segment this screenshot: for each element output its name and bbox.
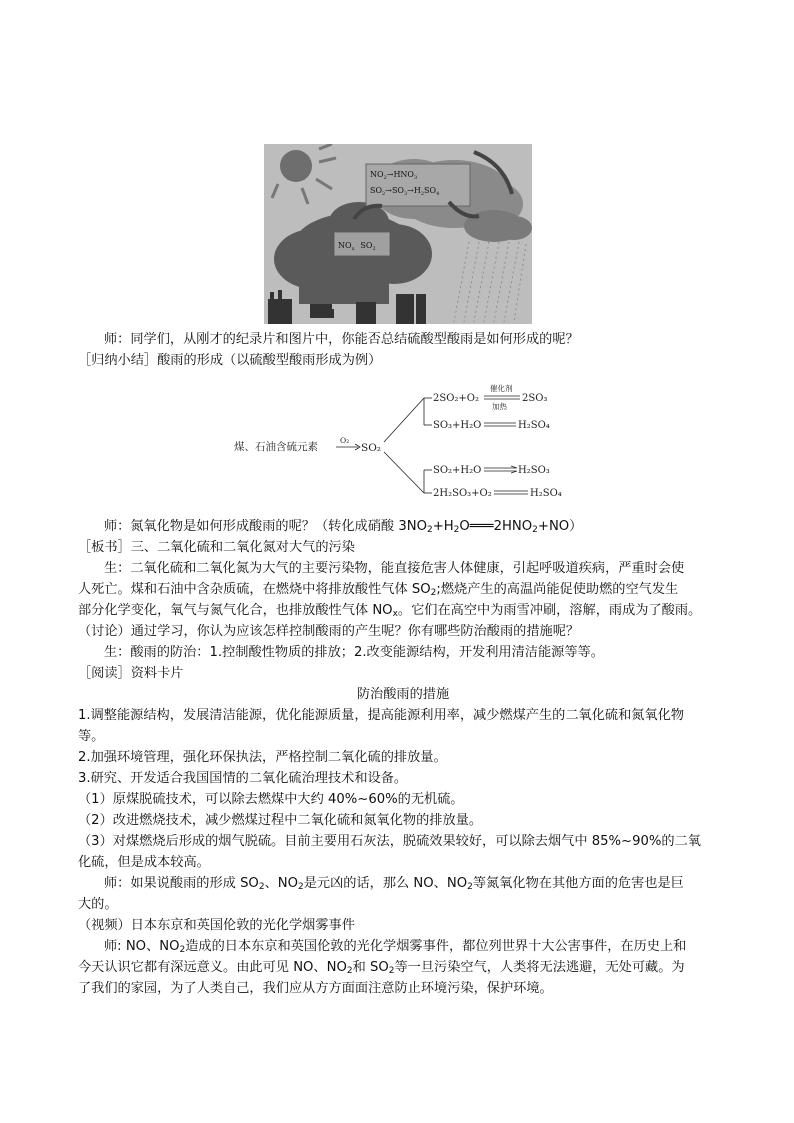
fig-no-label: NO xyxy=(370,170,384,179)
reaction-3-reactants: SO₂+H₂O xyxy=(433,465,482,476)
student-answer-2: 人死亡。煤和石油中含杂质硫，在燃烧中将排放酸性气体 $SO_2$;燃烧产生的高温尚能促使助燃的空气发生 xyxy=(78,582,679,598)
teacher-question-1: 师：同学们，从刚才的纪录片和图片中，你能否总结硫酸型酸雨是如何形成的呢？ xyxy=(104,332,579,347)
measure-3-1: （1）原煤脱硫技术，可以除去燃煤中大约 40%~60%的无机硫。 xyxy=(78,792,464,807)
reaction-1-reactants: 2SO₂+O₂ xyxy=(433,393,480,404)
measure-1-cont: 等。 xyxy=(78,729,105,744)
measure-3-3: （3）对煤燃烧后形成的烟气脱硫。目前主要用石灰法，脱硫效果较好，可以除去烟气中 85%~90%的二氧 xyxy=(78,834,701,849)
summary-heading: ［归纳小结］酸雨的形成（以硫酸型酸雨形成为例） xyxy=(78,353,382,368)
scheme-o2: O₂ xyxy=(340,436,350,445)
reaction-1-product: 2SO₃ xyxy=(522,393,548,404)
student-answer-1: 生：二氧化硫和二氧化氮为大气的主要污染物，能直接危害人体健康，引起呼吸道疾病，严重时会使 xyxy=(104,561,685,576)
reaction-2-reactants: SO₃+H₂O xyxy=(433,420,482,431)
acid-rain-figure xyxy=(264,144,532,324)
student-answer-3: 部分化学变化，氧气与氮气化合，也排放酸性气体 $NO_x$。它们在高空中为雨雪冲刷，溶解，雨成为了酸雨。 xyxy=(78,603,702,619)
reaction-1-catalyst: 催化剂 xyxy=(490,384,513,393)
scheme-source: 煤、石油含硫元素 xyxy=(234,441,318,453)
fig-so2-chain: SO xyxy=(370,186,383,195)
card-title: 防治酸雨的措施 xyxy=(356,687,450,702)
board-heading: ［板书］三、二氧化硫和二氧化氮对大气的污染 xyxy=(78,540,355,555)
measure-3-2: （2）改进燃烧技术，减少燃煤过程中二氧化硫和氮氧化物的排放量。 xyxy=(78,813,483,828)
svg-text:NOxSO2: $NO_x$ $SO_2$ xyxy=(338,241,376,252)
svg-text:NO2→HNO3: $NO_2\to HNO_3$ xyxy=(370,170,418,181)
teacher-comment-1: 师：如果说酸雨的形成 $SO_2$、$NO_2$是元凶的话，那么 NO、$NO_2$等氮氧化物在其他方面的危害也是巨 xyxy=(104,876,684,892)
measure-1: 1.调整能源结构，发展清洁能源，优化能源质量，提高能源利用率，减少燃煤产生的二氧化硫和氮氧化物 xyxy=(78,708,685,723)
fig-cloud-label: NO xyxy=(338,241,352,250)
teacher-comment-2-end: 了我们的家园，为了人类自己，我们应从方方面面注意防止环境污染，保护环境。 xyxy=(78,981,553,996)
video-heading: （视频）日本东京和英国伦敦的光化学烟雾事件 xyxy=(78,918,355,933)
teacher-comment-2-cont: 今天认识它都有深远意义。由此可见 NO、$NO_2$和 $SO_2$等一旦污染空气，人类将无法逃避，无处可藏。为 xyxy=(78,960,685,976)
teacher-comment-2: 师: NO、$NO_2$造成的日本东京和英国伦敦的光化学烟雾事件，都位列世界十大公害事件，在历史上和 xyxy=(104,939,687,955)
discussion-prompt: （讨论）通过学习，你认为应该怎样控制酸雨的产生呢？你有哪些防治酸雨的措施呢？ xyxy=(78,624,580,639)
reaction-scheme xyxy=(228,380,588,510)
measure-2: 2.加强环境管理，强化环保执法，严格控制二氧化硫的排放量。 xyxy=(78,750,447,765)
reaction-4-reactants: 2H₂SO₃+O₂ xyxy=(433,488,492,499)
teacher-comment-1-cont: 大的。 xyxy=(78,897,118,912)
measure-3-3-cont: 化硫，但是成本较高。 xyxy=(78,855,210,870)
reaction-3-product: H₂SO₃ xyxy=(518,465,550,476)
scheme-so2: SO₂ xyxy=(361,442,382,454)
reaction-4-product: H₂SO₄ xyxy=(530,488,562,499)
sun-icon xyxy=(280,150,312,182)
student-answer-4: 生：酸雨的防治：1.控制酸性物质的排放；2.改变能源结构，开发利用清洁能源等等。 xyxy=(104,645,604,660)
svg-text:SO2→SO3→H2SO4: $SO_2\to SO_3\to H_2SO_4$ xyxy=(370,186,440,197)
measure-3: 3.研究、开发适合我国国情的二氧化硫治理技术和设备。 xyxy=(78,771,408,786)
reaction-2-product: H₂SO₄ xyxy=(518,420,550,431)
reaction-1-condition: 加热 xyxy=(492,402,507,411)
reading-heading: ［阅读］资料卡片 xyxy=(78,666,184,681)
teacher-question-2: 师：氮氧化物是如何形成酸雨的呢？（转化成硝酸 $3NO_2+H_2O═══2HNO_2+NO$） xyxy=(104,519,583,535)
